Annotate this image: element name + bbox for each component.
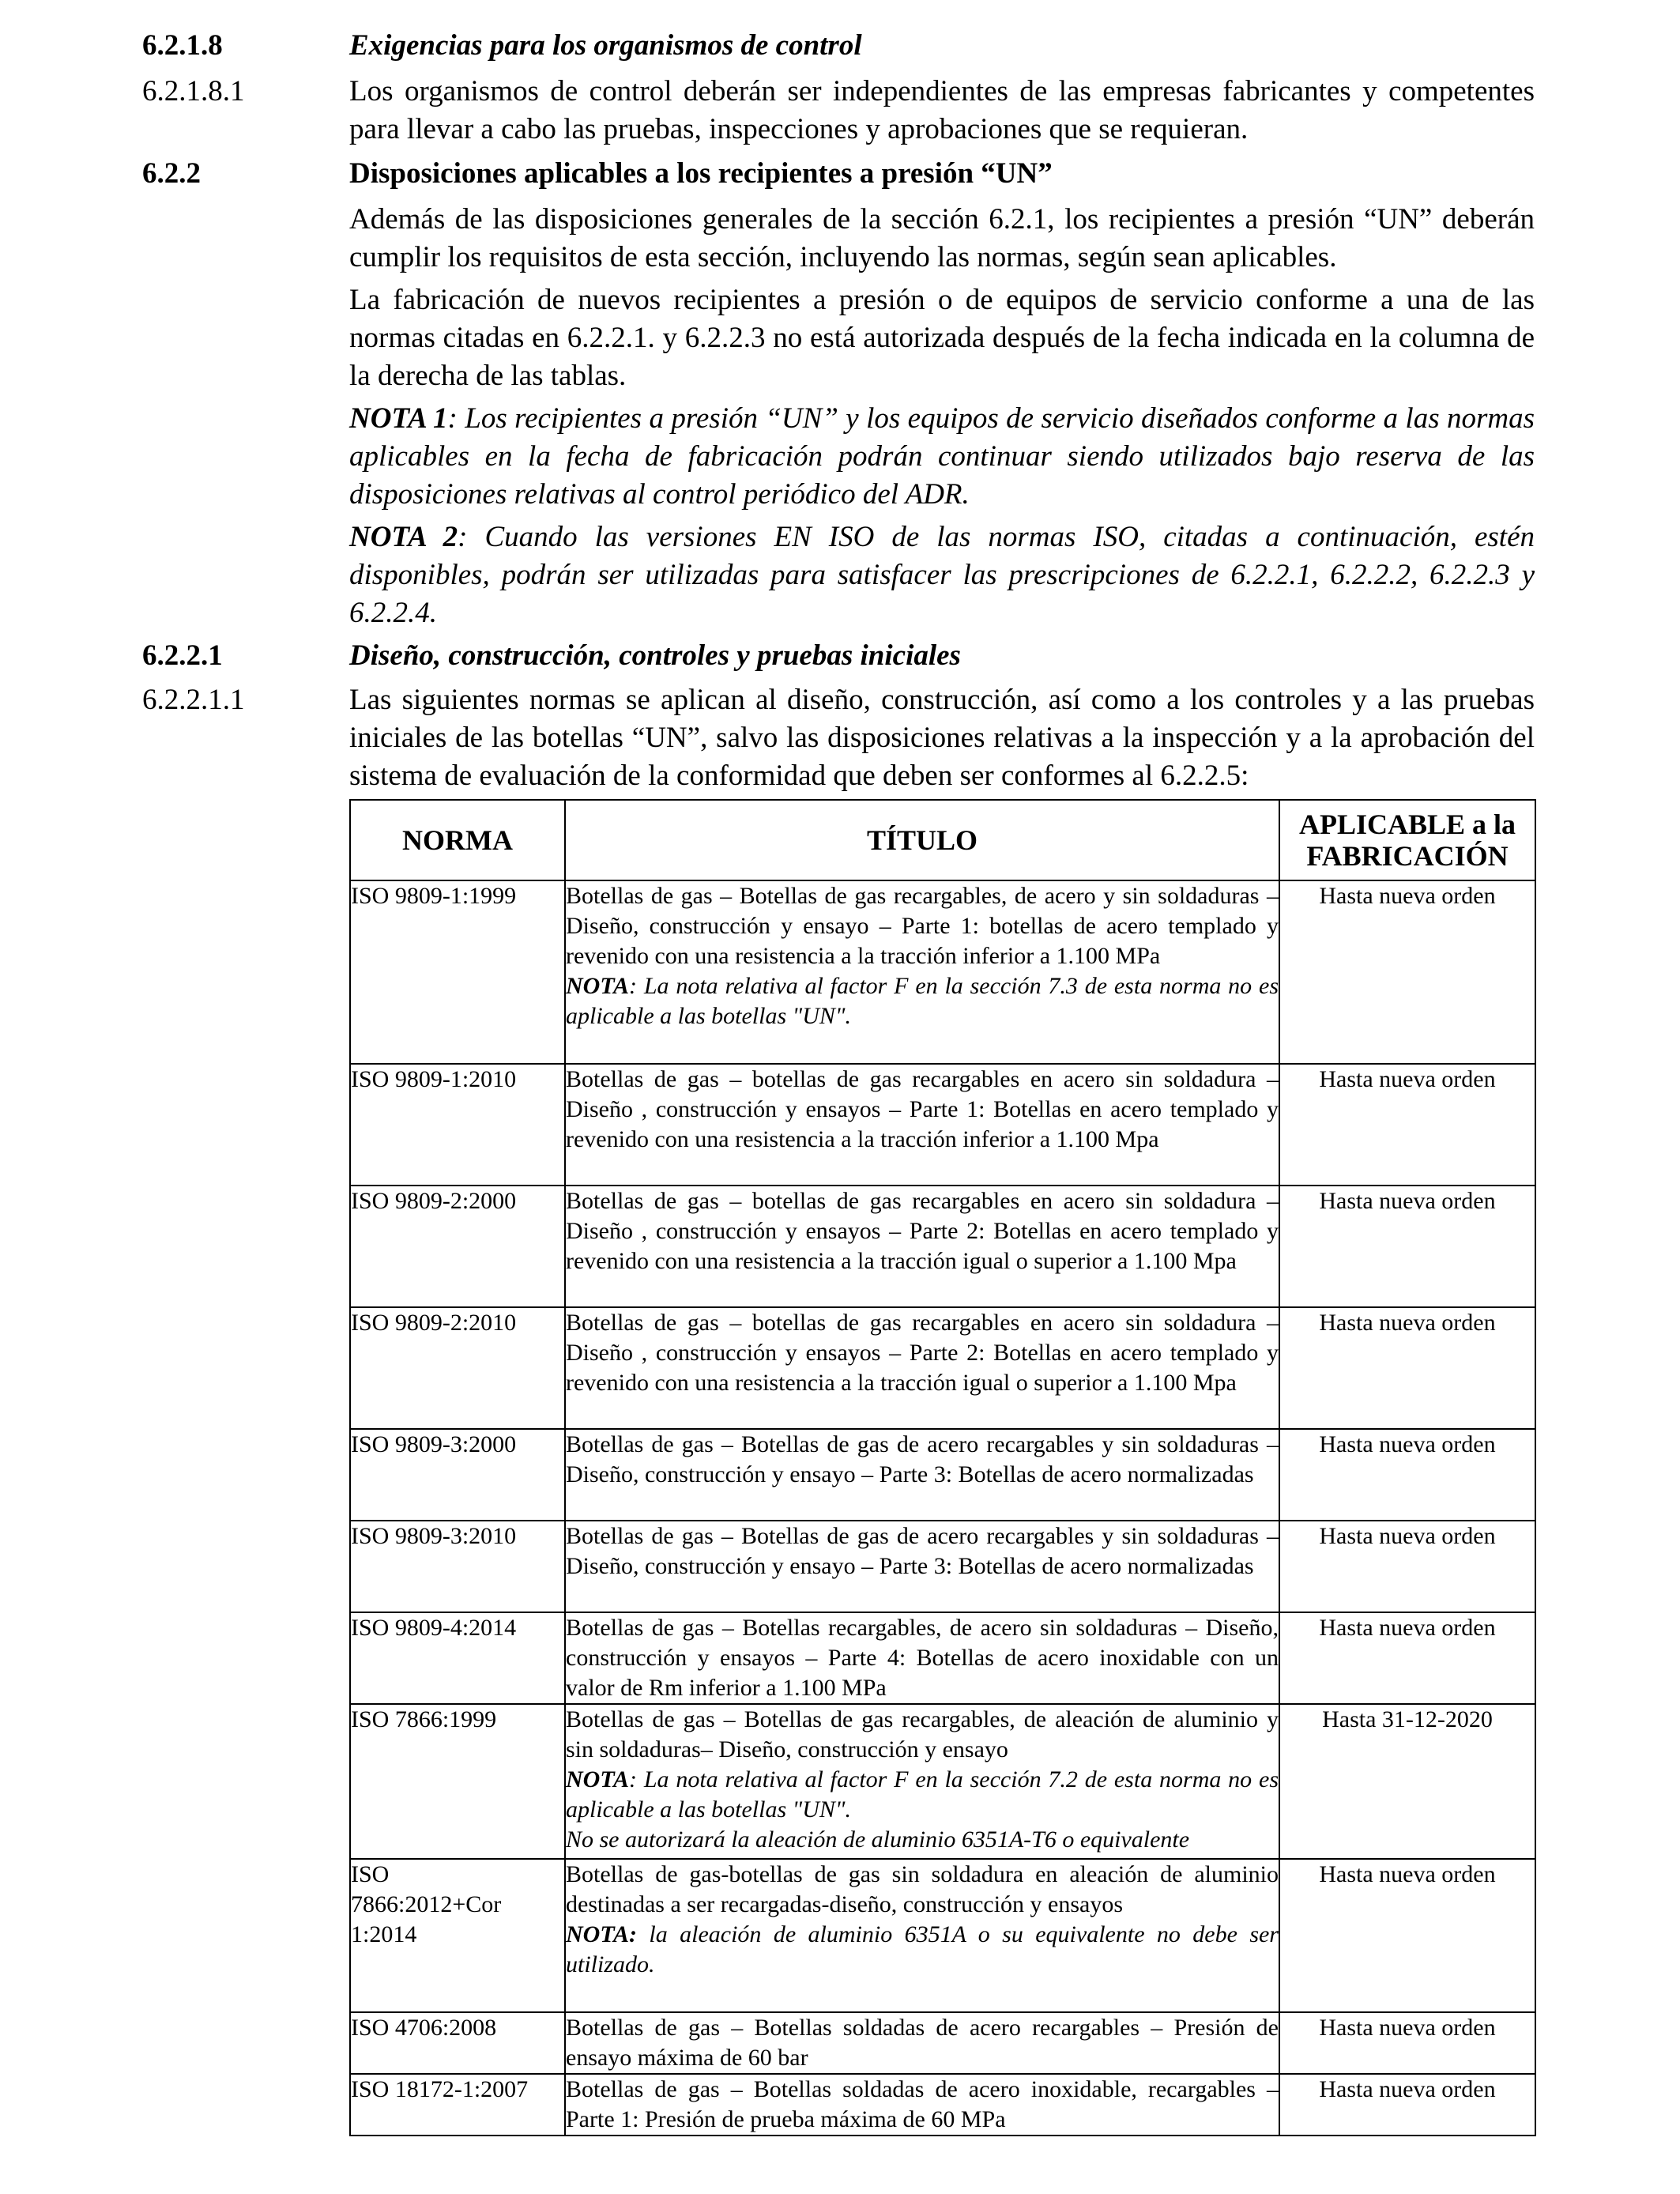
titulo-text: Botellas de gas-botellas de gas sin soldadura en aleación de aluminio destinadas a ser recargadas-diseño, construcción y ensayos	[566, 1861, 1279, 1917]
row-note-text: la aleación de aluminio 6351A o su equivalente no debe ser utilizado.	[566, 1921, 1279, 1977]
header-titulo: TÍTULO	[565, 800, 1279, 880]
aplicable-cell: Hasta nueva orden	[1279, 1064, 1535, 1186]
table-row	[350, 1307, 1535, 1429]
header-norma: NORMA	[350, 800, 565, 880]
note-2-text: : Cuando las versiones EN ISO de las normas ISO, citadas a continuación, estén disponibles, podrán ser utilizadas para satisfacer las prescripciones de 6.2.2.1, 6.2.2.2, 6.2.2.3 y 6.2.2.4.	[349, 521, 1535, 629]
table-row	[350, 880, 1535, 1064]
row-note-text: : La nota relativa al factor F en la sección 7.2 de esta norma no es aplicable a las botellas "UN".	[566, 1766, 1279, 1823]
norma-cell: ISO 9809-3:2000	[350, 1429, 565, 1521]
section-title: Diseño, construcción, controles y pruebas iniciales	[349, 639, 961, 672]
section-title: Exigencias para los organismos de control	[349, 29, 862, 62]
note-1-label: NOTA 1	[349, 402, 448, 435]
paragraph: Las siguientes normas se aplican al diseño, construcción, así como a los controles y a las pruebas iniciales de las botellas “UN”, salvo las disposiciones relativas a la inspección y a la aprobación del sistema de evaluación de la conformidad que deben ser conformes al 6.2.2.5:	[349, 684, 1535, 792]
titulo-cell: Botellas de gas – botellas de gas recargables en acero sin soldadura – Diseño , construcción y ensayos – Parte 1: Botellas en acero templado y revenido con una resistencia a la tracción inferior a 1.100 Mpa	[565, 1064, 1279, 1186]
table-row	[350, 1859, 1535, 2012]
titulo-cell: Botellas de gas – botellas de gas recargables en acero sin soldadura – Diseño , construcción y ensayos – Parte 2: Botellas en acero templado y revenido con una resistencia a la tracción igual o superior a 1.100 Mpa	[565, 1307, 1279, 1429]
row-note	[566, 973, 1279, 1029]
table-header-row	[350, 800, 1535, 880]
norma-cell: ISO 4706:2008	[350, 2012, 565, 2074]
aplicable-cell: Hasta nueva orden	[1279, 1429, 1535, 1521]
table-row	[350, 2074, 1535, 2136]
norma-cell: ISO 9809-1:2010	[350, 1064, 565, 1186]
titulo-text: Botellas de gas – Botellas de gas recargables, de acero y sin soldaduras – Diseño, construcción y ensayo – Parte 1: botellas de acero templado y revenido con una resistencia a la tracción inferior a 1.100 MPa	[566, 883, 1279, 969]
table-row	[350, 2012, 1535, 2074]
aplicable-cell: Hasta nueva orden	[1279, 1859, 1535, 2012]
paragraph: La fabricación de nuevos recipientes a presión o de equipos de servicio conforme a una de las normas citadas en 6.2.2.1. y 6.2.2.3 no está autorizada después de la fecha indicada en la columna de la derecha de las tablas.	[349, 284, 1535, 392]
norma-cell: ISO 9809-4:2014	[350, 1612, 565, 1704]
header-aplicable: APLICABLE a la FABRICACIÓN	[1279, 800, 1535, 880]
aplicable-cell: Hasta 31-12-2020	[1279, 1704, 1535, 1859]
row-note-label: NOTA:	[566, 1921, 637, 1947]
section-title: Disposiciones aplicables a los recipientes a presión “UN”	[349, 157, 1053, 190]
aplicable-cell: Hasta nueva orden	[1279, 1186, 1535, 1307]
aplicable-cell: Hasta nueva orden	[1279, 2074, 1535, 2136]
table-row	[350, 1429, 1535, 1521]
aplicable-cell: Hasta nueva orden	[1279, 880, 1535, 1064]
titulo-cell: Botellas de gas – Botellas soldadas de acero recargables – Presión de ensayo máxima de 60 bar	[565, 2012, 1279, 2074]
norma-cell: ISO 9809-2:2010	[350, 1307, 565, 1429]
norma-cell: ISO 18172-1:2007	[350, 2074, 565, 2136]
note-1	[349, 400, 1535, 514]
titulo-cell: Botellas de gas – Botellas recargables, de acero sin soldaduras – Diseño, construcción y ensayos – Parte 4: Botellas de acero inoxidable con un valor de Rm inferior a 1.100 MPa	[565, 1612, 1279, 1704]
aplicable-cell: Hasta nueva orden	[1279, 2012, 1535, 2074]
paragraph: Además de las disposiciones generales de la sección 6.2.1, los recipientes a presión “UN” deberán cumplir los requisitos de esta sección, incluyendo las normas, según sean aplicables.	[349, 203, 1535, 273]
row-note-label: NOTA	[566, 973, 630, 999]
row-note-extra: No se autorizará la aleación de aluminio 6351A-T6 o equivalente	[566, 1826, 1190, 1853]
norma-cell: ISO 7866:1999	[350, 1704, 565, 1859]
table-row	[350, 1064, 1535, 1186]
norma-cell: ISO 9809-1:1999	[350, 880, 565, 1064]
table-row	[350, 1704, 1535, 1859]
aplicable-cell: Hasta nueva orden	[1279, 1307, 1535, 1429]
note-1-text: : Los recipientes a presión “UN” y los equipos de servicio diseñados conforme a las normas aplicables en la fecha de fabricación podrán continuar siendo utilizados bajo reserva de las disposiciones relativas al control periódico del ADR.	[349, 402, 1535, 511]
section-number: 6.2.1.8	[142, 29, 223, 62]
paragraph: Los organismos de control deberán ser independientes de las empresas fabricantes y competentes para llevar a cabo las pruebas, inspecciones y aprobaciones que se requieran.	[349, 75, 1535, 145]
section-number: 6.2.2.1.1	[142, 684, 245, 716]
row-note	[566, 1921, 1279, 1977]
row-note-text: : La nota relativa al factor F en la sección 7.3 de esta norma no es aplicable a las botellas "UN".	[566, 973, 1279, 1029]
section-number: 6.2.2	[142, 157, 201, 190]
titulo-text: Botellas de gas – Botellas de gas recargables, de aleación de aluminio y sin soldaduras– Diseño, construcción y ensayo	[566, 1706, 1279, 1762]
row-note-label: NOTA	[566, 1766, 630, 1793]
row-note	[566, 1766, 1279, 1823]
section-number: 6.2.2.1	[142, 639, 223, 672]
titulo-cell	[565, 1704, 1279, 1859]
norma-cell: ISO 9809-3:2010	[350, 1521, 565, 1612]
standards-table	[349, 799, 1536, 2136]
section-number: 6.2.1.8.1	[142, 75, 245, 107]
titulo-cell	[565, 880, 1279, 1064]
note-2	[349, 518, 1535, 632]
table-row	[350, 1521, 1535, 1612]
note-2-label: NOTA 2	[349, 521, 458, 553]
titulo-cell: Botellas de gas – Botellas de gas de acero recargables y sin soldaduras – Diseño, construcción y ensayo – Parte 3: Botellas de acero normalizadas	[565, 1521, 1279, 1612]
titulo-cell: Botellas de gas – Botellas de gas de acero recargables y sin soldaduras – Diseño, construcción y ensayo – Parte 3: Botellas de acero normalizadas	[565, 1429, 1279, 1521]
aplicable-cell: Hasta nueva orden	[1279, 1612, 1535, 1704]
norma-cell: ISO 7866:2012+Cor 1:2014	[350, 1859, 565, 2012]
aplicable-cell: Hasta nueva orden	[1279, 1521, 1535, 1612]
norma-cell: ISO 9809-2:2000	[350, 1186, 565, 1307]
table-row	[350, 1612, 1535, 1704]
titulo-cell	[565, 1859, 1279, 2012]
table-row	[350, 1186, 1535, 1307]
titulo-cell: Botellas de gas – botellas de gas recargables en acero sin soldadura – Diseño , construcción y ensayos – Parte 2: Botellas en acero templado y revenido con una resistencia a la tracción igual o superior a 1.100 Mpa	[565, 1186, 1279, 1307]
titulo-cell: Botellas de gas – Botellas soldadas de acero inoxidable, recargables – Parte 1: Presión de prueba máxima de 60 MPa	[565, 2074, 1279, 2136]
